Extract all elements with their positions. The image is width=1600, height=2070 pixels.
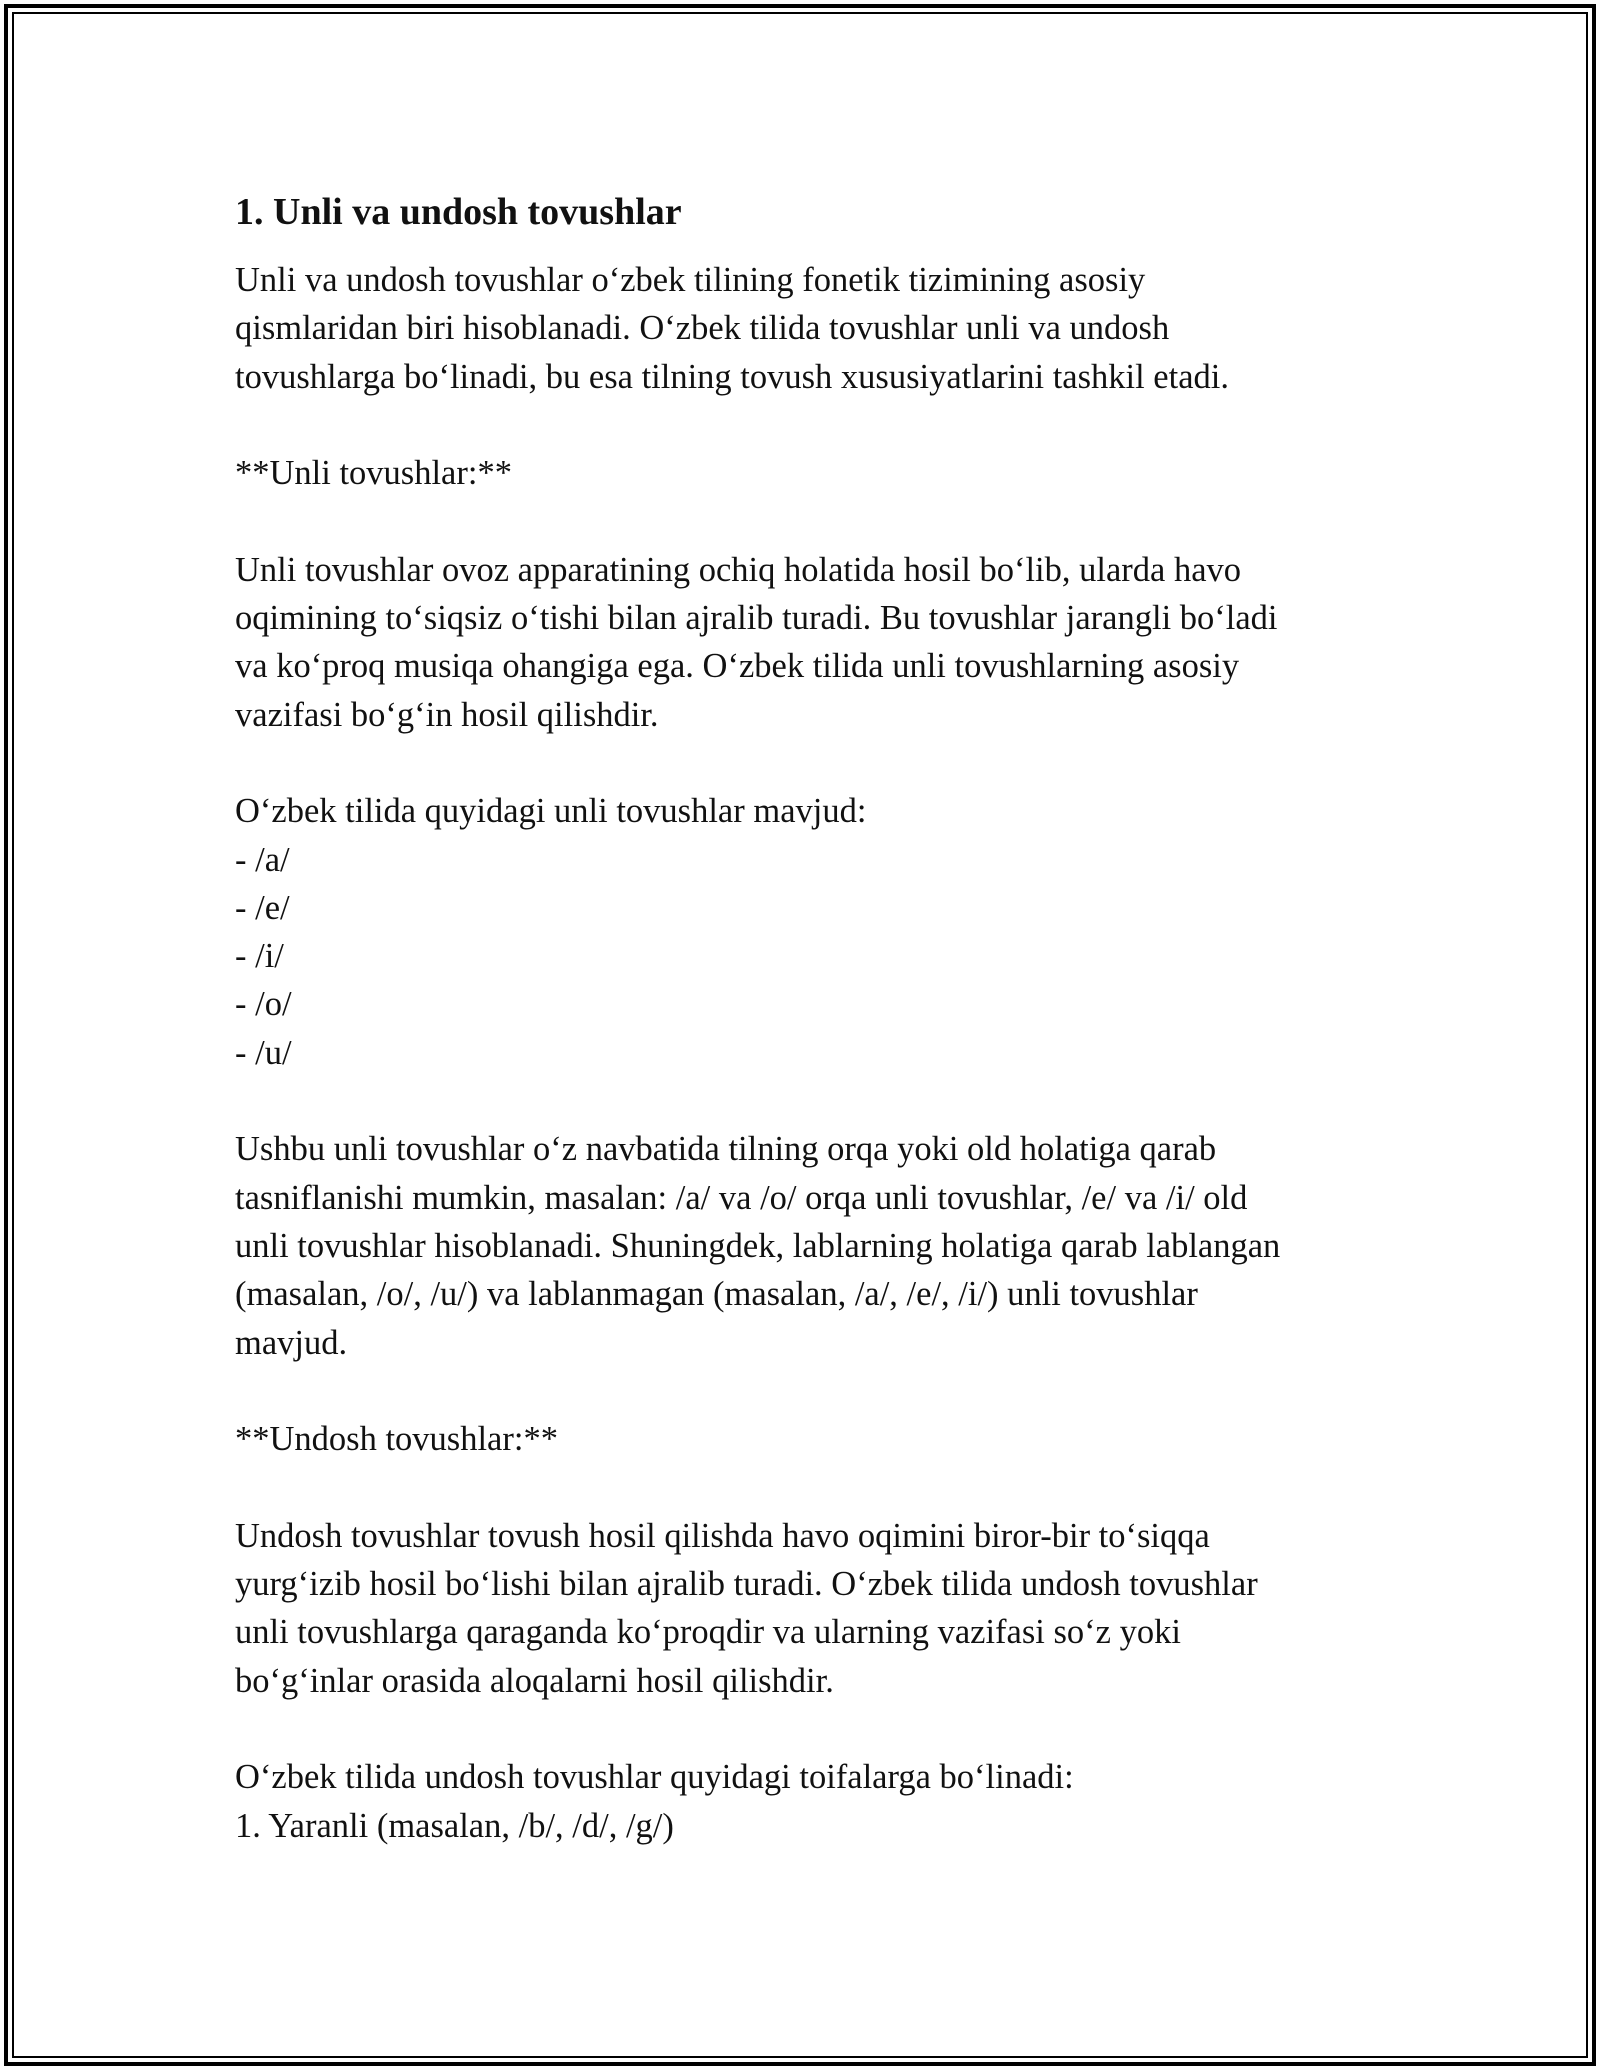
list-item: - /e/ [235,888,290,927]
text-line: mavjud. [235,1323,348,1362]
text-line: oqimining to‘siqsiz o‘tishi bilan ajralib turadi. Bu tovushlar jarangli bo‘ladi [235,599,1278,638]
list-item: - /u/ [235,1033,292,1072]
list-item: - /o/ [235,985,292,1024]
consonants-list-intro: O‘zbek tilida undosh tovushlar quyidagi toifalarga bo‘linadi: [235,1758,1074,1797]
vowels-list-intro: O‘zbek tilida quyidagi unli tovushlar mavjud: [235,792,867,831]
text-line: bo‘g‘inlar orasida aloqalarni hosil qilishdir. [235,1661,834,1700]
consonants-description-paragraph [235,1512,1375,1705]
consonants-list [235,1802,1375,1850]
text-line: Undosh tovushlar tovush hosil qilishda havo oqimini biror-bir to‘siqqa [235,1516,1210,1555]
text-line: unli tovushlar hisoblanadi. Shuningdek, lablarning holatiga qarab lablangan [235,1226,1281,1265]
list-item: - /i/ [235,937,284,976]
consonants-label: **Undosh tovushlar:** [235,1420,558,1459]
text-line: tovushlarga bo‘linadi, bu esa tilning tovush xususiyatlarini tashkil etadi. [235,357,1229,396]
text-line: vazifasi bo‘g‘in hosil qilishdir. [235,695,659,734]
vowels-description-paragraph [235,546,1375,739]
text-line: Unli va undosh tovushlar o‘zbek tilining fonetik tizimining asosiy [235,261,1146,299]
list-item: 1. Yaranli (masalan, /b/, /d/, /g/) [235,1806,674,1845]
vowels-label: **Unli tovushlar:** [235,454,512,493]
text-line: va ko‘proq musiqa ohangiga ega. O‘zbek tilida unli tovushlarning asosiy [235,647,1240,686]
vowels-classification-paragraph [235,1125,1375,1366]
text-line: tasniflanishi mumkin, masalan: /a/ va /o/ orqa unli tovushlar, /e/ va /i/ old [235,1178,1248,1217]
section-heading: 1. Unli va undosh tovushlar [235,191,682,233]
intro-paragraph [235,256,1375,401]
text-line: Ushbu unli tovushlar o‘z navbatida tilning orqa yoki old holatiga qarab [235,1130,1217,1169]
text-line: unli tovushlarga qaraganda ko‘proqdir va ularning vazifasi so‘z yoki [235,1613,1181,1652]
vowels-list [235,836,1375,1077]
text-line: qismlaridan biri hisoblanadi. O‘zbek tilida tovushlar unli va undosh [235,309,1170,348]
text-line: (masalan, /o/, /u/) va lablanmagan (masalan, /a/, /e/, /i/) unli tovushlar [235,1275,1198,1314]
text-line: yurg‘izib hosil bo‘lishi bilan ajralib turadi. O‘zbek tilida undosh tovushlar [235,1565,1258,1604]
list-item: - /a/ [235,840,290,879]
text-line: Unli tovushlar ovoz apparatining ochiq holatida hosil bo‘lib, ularda havo [235,550,1242,589]
document-body [235,186,1375,1850]
